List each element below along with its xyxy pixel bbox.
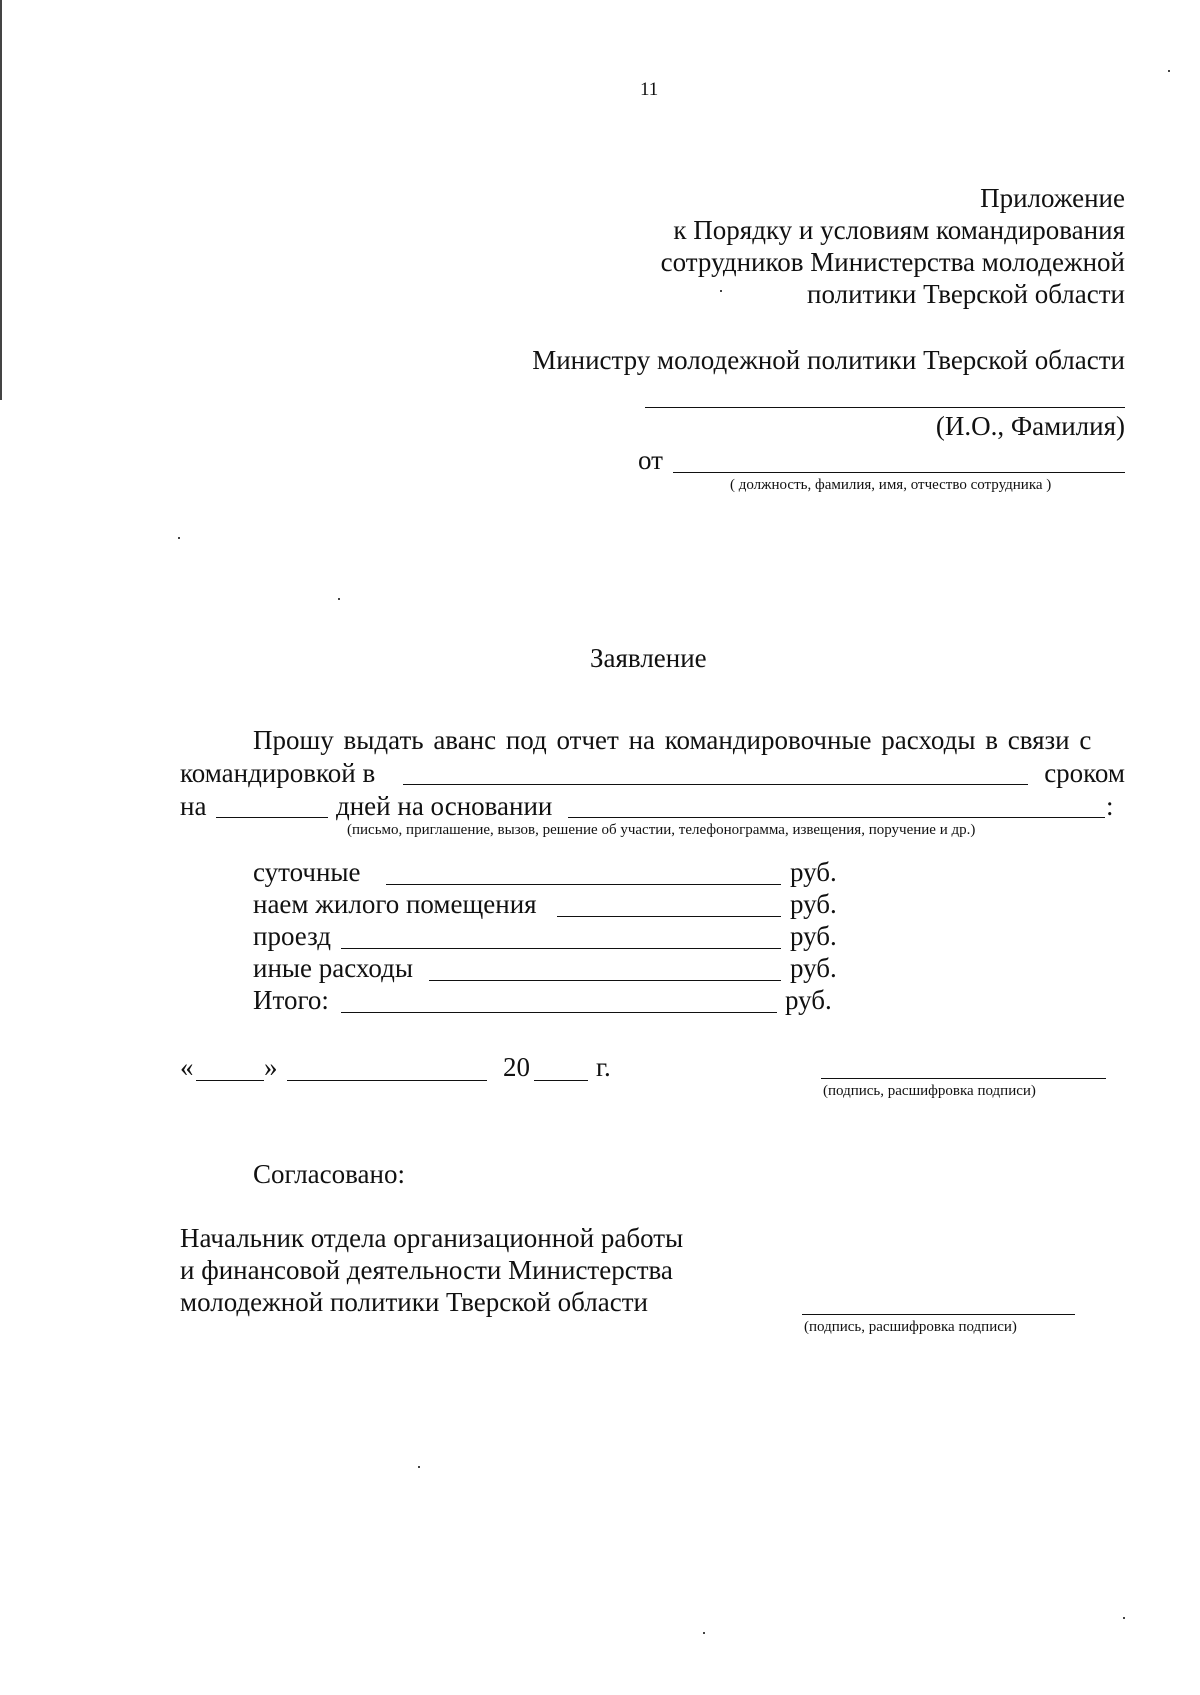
- scan-speck: [1168, 70, 1170, 72]
- expense-line-other: [429, 980, 781, 981]
- scan-speck: [720, 290, 722, 292]
- appendix-line-1: Приложение: [980, 183, 1125, 213]
- approval-label: Согласовано:: [253, 1159, 405, 1189]
- approval-line-3: молодежной политики Тверской области: [180, 1287, 648, 1317]
- expense-label-housing: наем жилого помещения: [253, 889, 537, 919]
- body-line-3-end: :: [1106, 791, 1114, 821]
- date-open-quote: «: [180, 1052, 194, 1082]
- date-month-line: [287, 1080, 487, 1081]
- approval-signature-line: [802, 1314, 1075, 1315]
- body-line-2-end: сроком: [1044, 758, 1125, 788]
- scan-speck: [418, 1466, 420, 1468]
- basis-line: [568, 817, 1105, 818]
- addressee-name-line: [645, 407, 1125, 408]
- expense-currency-travel: руб.: [790, 921, 837, 951]
- days-line: [216, 817, 328, 818]
- scan-speck: [178, 537, 180, 539]
- expense-label-daily: суточные: [253, 857, 361, 887]
- from-caption: ( должность, фамилия, имя, отчество сотрудника ): [730, 477, 1052, 493]
- expense-line-travel: [341, 948, 781, 949]
- from-label: от: [638, 445, 663, 475]
- body-line-3-start: на: [180, 791, 207, 821]
- expense-line-housing: [557, 916, 781, 917]
- page-number: 11: [640, 79, 659, 100]
- document-title: Заявление: [590, 643, 707, 673]
- addressee-to: Министру молодежной политики Тверской области: [532, 345, 1125, 375]
- appendix-line-3: сотрудников Министерства молодежной: [660, 247, 1125, 277]
- expense-currency-total: руб.: [785, 985, 832, 1015]
- from-line: [673, 472, 1125, 473]
- scan-speck: [1123, 1617, 1125, 1619]
- body-line-2-start: командировкой в: [180, 758, 376, 788]
- date-year-prefix: 20: [503, 1052, 530, 1082]
- scan-speck: [338, 598, 340, 600]
- expense-currency-other: руб.: [790, 953, 837, 983]
- approval-line-1: Начальник отдела организационной работы: [180, 1223, 684, 1253]
- approval-line-2: и финансовой деятельности Министерства: [180, 1255, 673, 1285]
- scan-edge-mark: [0, 0, 2, 400]
- expense-label-travel: проезд: [253, 921, 332, 951]
- appendix-line-2: к Порядку и условиям командирования: [673, 215, 1125, 245]
- expense-line-daily: [386, 884, 781, 885]
- body-line-3-mid: дней на основании: [336, 791, 553, 821]
- scan-speck: [703, 1632, 705, 1634]
- expense-currency-daily: руб.: [790, 857, 837, 887]
- expense-currency-housing: руб.: [790, 889, 837, 919]
- date-year-suffix: г.: [596, 1052, 611, 1082]
- expense-label-other: иные расходы: [253, 953, 413, 983]
- body-line-1: Прошу выдать аванс под отчет на командировочные расходы в связи с: [253, 725, 1092, 755]
- expense-label-total: Итого:: [253, 985, 329, 1015]
- date-year-line: [534, 1080, 588, 1081]
- expense-line-total: [341, 1012, 777, 1013]
- date-day-line: [196, 1080, 264, 1081]
- basis-caption: (письмо, приглашение, вызов, решение об участии, телефонограмма, извещения, поручение и др.): [347, 822, 976, 838]
- appendix-line-4: политики Тверской области: [807, 279, 1125, 309]
- date-close-quote: »: [264, 1052, 278, 1082]
- signature-line: [821, 1078, 1106, 1079]
- approval-signature-caption: (подпись, расшифровка подписи): [804, 1319, 1017, 1335]
- addressee-name-caption: (И.О., Фамилия): [935, 411, 1125, 441]
- destination-line: [403, 784, 1028, 785]
- signature-caption: (подпись, расшифровка подписи): [823, 1083, 1036, 1099]
